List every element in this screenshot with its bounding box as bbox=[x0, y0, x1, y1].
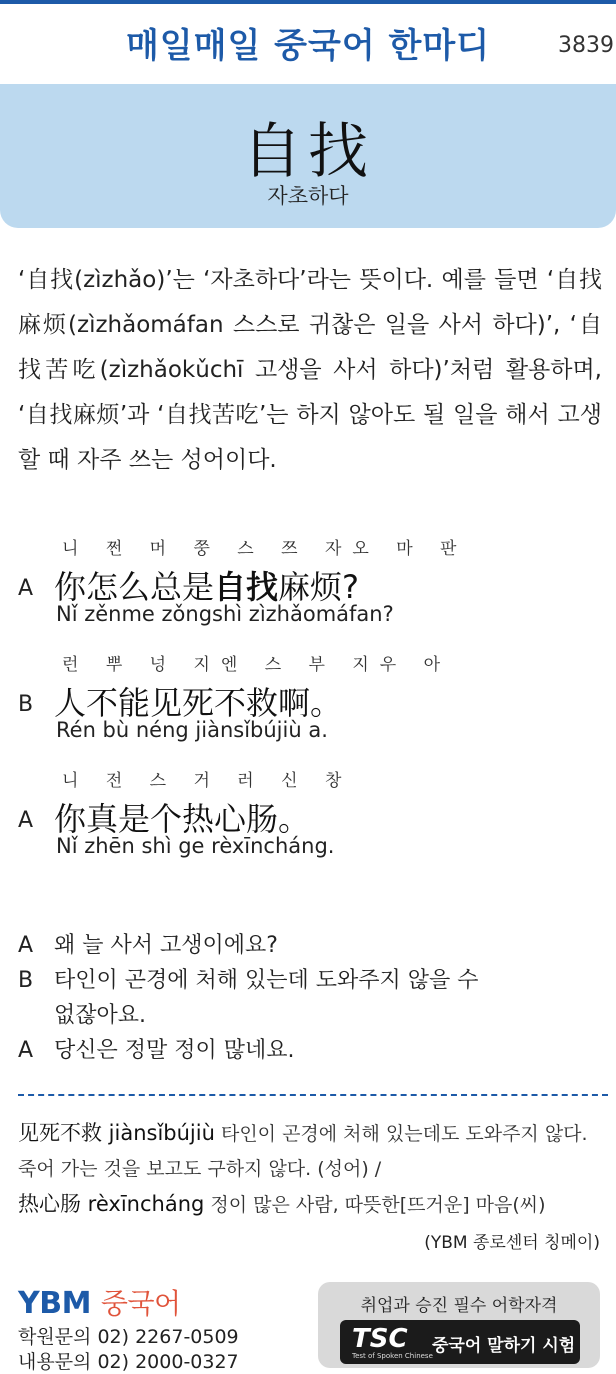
chinese-sentence: 人不能见死不救啊。 bbox=[54, 684, 343, 722]
pinyin-line: Nǐ zěnme zǒngshì zìzhǎomáfan? bbox=[56, 602, 394, 626]
speaker-label: B bbox=[18, 692, 34, 717]
phrase-korean: 자초하다 bbox=[267, 184, 349, 208]
explanation-paragraph: ‘自找(zìzhǎo)’는 ‘자초하다’라는 뜻이다. 예를 들면 ‘自找麻烦(zìzhǎomáfan 스스로 귀찮은 일을 사서 하다)’, ‘自找苦吃(zìzhǎokǔchī 고생을 사서 하다)’처럼 활용하며, ‘自找麻烦’과 ‘自找苦吃’는 하지 않아도 될 일을 해서 고생할 때 자주 쓰는 성어이다. bbox=[18, 267, 602, 473]
dashed-divider bbox=[18, 1094, 608, 1096]
phrase-hanzi: 自找 bbox=[242, 117, 374, 187]
vocabulary-notes bbox=[18, 1116, 608, 1223]
speaker-label: A bbox=[18, 576, 34, 601]
vocab-entry: 热心肠 rèxīncháng 정이 많은 사람, 따뜻한[뜨거운] 마음(씨) bbox=[18, 1192, 546, 1216]
translation-block bbox=[18, 928, 608, 1068]
ruby-pronunciation: 니 쩐 머 쭝 스 쯔 자오 마 판 bbox=[62, 539, 468, 559]
translation-line: A 당신은 정말 정이 많네요. bbox=[18, 1038, 295, 1063]
ybm-logo: YBM 중국어 bbox=[18, 1286, 181, 1321]
ruby-pronunciation: 니 전 스 거 러 신 창 bbox=[62, 771, 353, 791]
pinyin-line: Nǐ zhēn shì ge rèxīncháng. bbox=[56, 834, 335, 858]
pinyin-line: Rén bù néng jiànsǐbújiù a. bbox=[56, 718, 328, 742]
translation-line: A 왜 늘 사서 고생이에요? bbox=[18, 933, 278, 958]
translation-line: B 타인이 곤경에 처해 있는데 도와주지 않을 수 bbox=[18, 968, 479, 993]
speaker-label: A bbox=[18, 808, 34, 833]
chinese-sentence: 你怎么总是自找麻烦? bbox=[54, 568, 360, 606]
column-title: 매일매일 중국어 한마디 bbox=[125, 26, 491, 66]
chinese-sentence: 你真是个热心肠。 bbox=[54, 800, 311, 838]
tsc-tagline: 취업과 승진 필수 어학자격 bbox=[360, 1296, 558, 1316]
tsc-test-name: 중국어 말하기 시험 bbox=[432, 1336, 576, 1356]
issue-number: 3839 bbox=[558, 33, 614, 58]
vocab-entry: 见死不救 jiànsǐbújiù 타인이 곤경에 처해 있는데도 도와주지 않다. 죽어 가는 것을 보고도 구하지 않다. (성어) / bbox=[18, 1121, 588, 1180]
content-contact: 내용문의 02) 2000-0327 bbox=[18, 1351, 239, 1373]
highlight-phrase: 自找 bbox=[214, 568, 279, 606]
tsc-logo-subtitle: Test of Spoken Chinese bbox=[352, 1352, 433, 1360]
translation-line: 없잖아요. bbox=[54, 1003, 147, 1028]
academy-contact: 학원문의 02) 2267-0509 bbox=[18, 1326, 239, 1348]
ruby-pronunciation: 런 뿌 넝 지엔 스 부 지우 아 bbox=[62, 655, 452, 675]
top-rule bbox=[0, 0, 616, 4]
tsc-logo: TSC bbox=[352, 1324, 408, 1354]
author-credit: (YBM 종로센터 칭메이) bbox=[424, 1233, 600, 1253]
